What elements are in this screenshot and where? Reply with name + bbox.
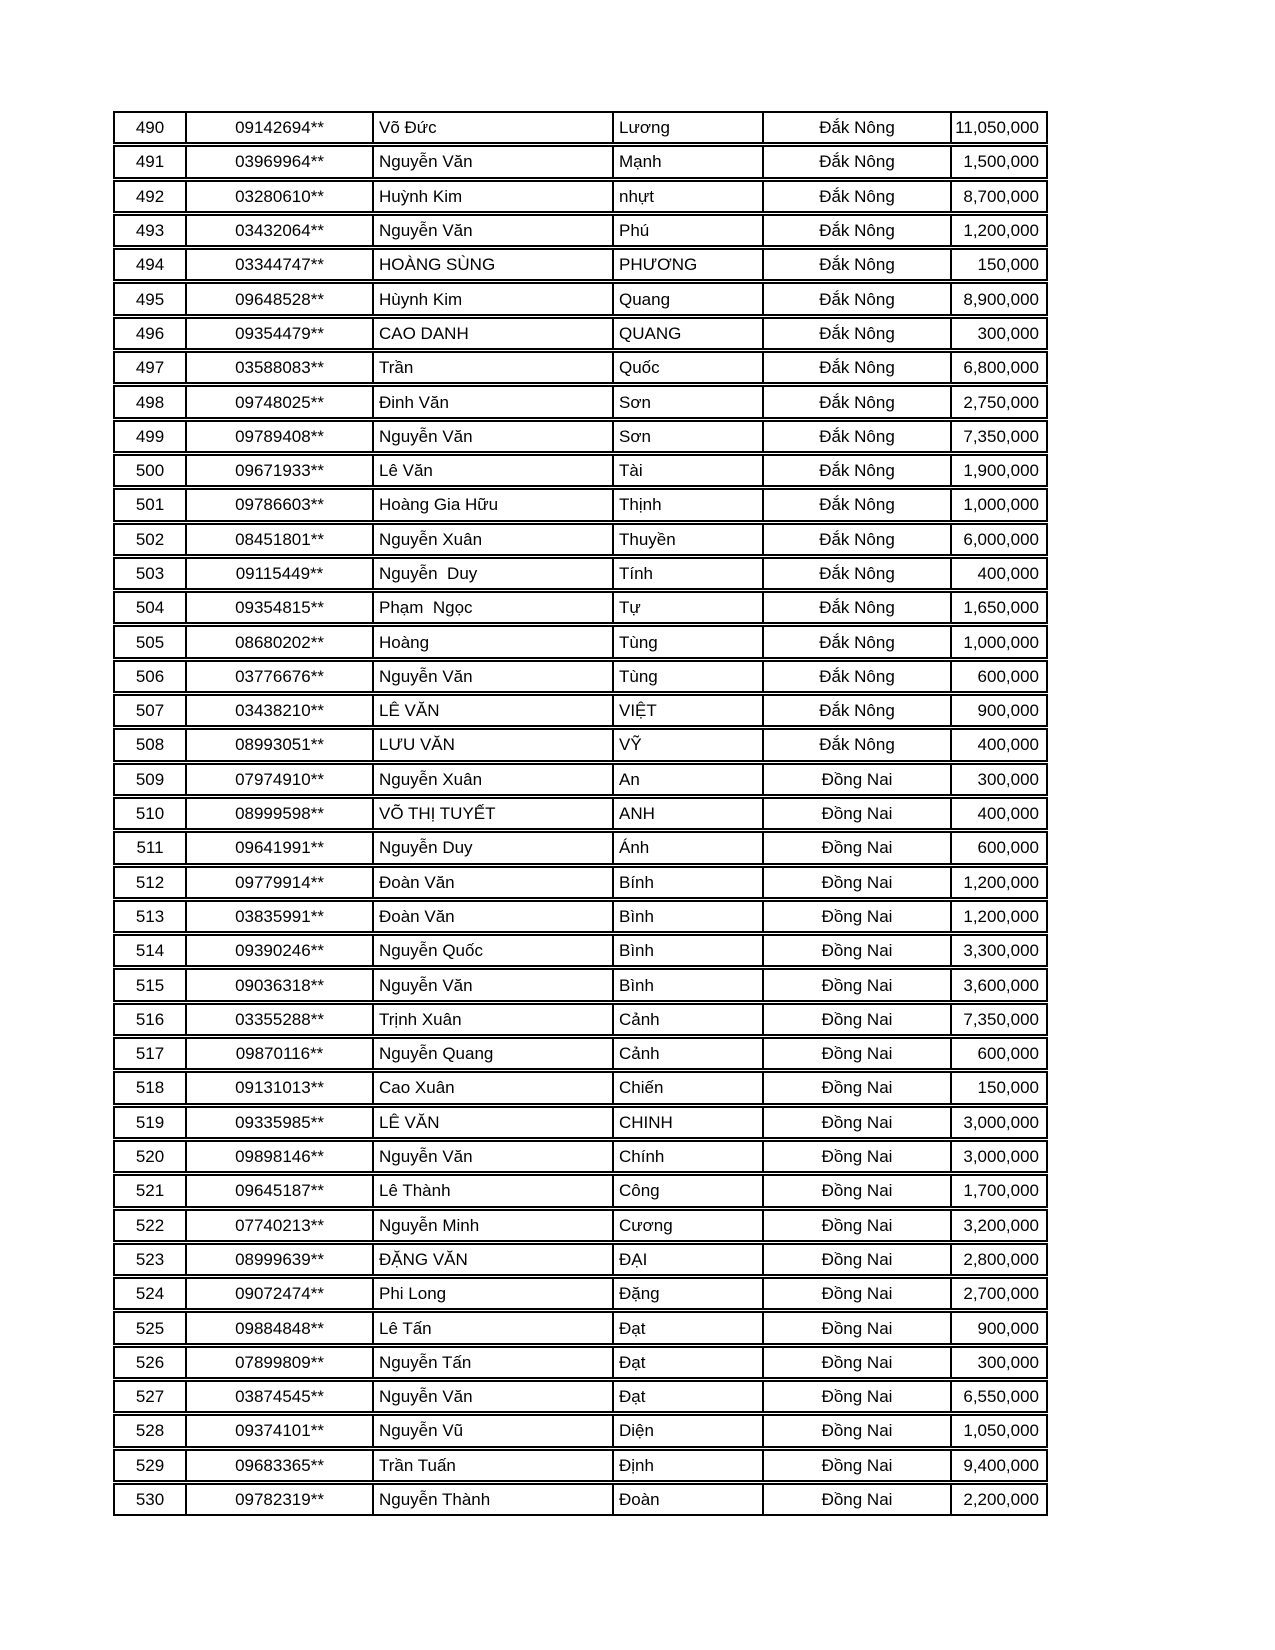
province-cell: Đồng Nai <box>762 765 950 794</box>
masked-phone-cell: 09335985** <box>185 1108 372 1137</box>
amount-cell: 6,000,000 <box>950 525 1046 554</box>
province-cell: Đắk Nông <box>762 559 950 588</box>
last-name-cell: Tự <box>612 593 762 622</box>
first-middle-name-cell: Nguyễn Minh <box>372 1211 612 1240</box>
amount-cell: 1,000,000 <box>950 627 1046 656</box>
row-number-cell: 522 <box>135 1215 165 1235</box>
first-middle-name-cell: Nguyễn Quang <box>372 1039 612 1068</box>
amount-cell: 2,800,000 <box>950 1245 1046 1274</box>
province-cell: Đồng Nai <box>762 936 950 965</box>
table-row <box>113 317 1048 350</box>
first-middle-name-cell: Đoàn Văn <box>372 868 612 897</box>
province-cell: Đắk Nông <box>762 525 950 554</box>
first-middle-name-cell: Nguyễn Thành <box>372 1485 612 1514</box>
amount-cell: 2,750,000 <box>950 387 1046 416</box>
table-row <box>113 454 1048 487</box>
table-row <box>113 1037 1048 1070</box>
amount-cell: 1,200,000 <box>950 216 1046 245</box>
row-number-cell: 523 <box>135 1249 165 1269</box>
province-cell: Đắk Nông <box>762 627 950 656</box>
province-cell: Đắk Nông <box>762 662 950 691</box>
table-row <box>113 1311 1048 1344</box>
province-cell: Đắk Nông <box>762 250 950 279</box>
row-number-cell: 519 <box>135 1112 165 1132</box>
last-name-cell: Sơn <box>612 387 762 416</box>
row-number-cell: 497 <box>135 358 165 378</box>
province-cell: Đồng Nai <box>762 833 950 862</box>
masked-phone-cell: 09072474** <box>185 1279 372 1308</box>
province-cell: Đắk Nông <box>762 422 950 451</box>
province-cell: Đồng Nai <box>762 1039 950 1068</box>
last-name-cell: Đặng <box>612 1279 762 1308</box>
masked-phone-cell: 09115449** <box>185 559 372 588</box>
first-middle-name-cell: LƯU VĂN <box>372 730 612 759</box>
row-number-cell: 508 <box>135 735 165 755</box>
last-name-cell: CHINH <box>612 1108 762 1137</box>
masked-phone-cell: 09142694** <box>185 113 372 142</box>
first-middle-name-cell: Cao Xuân <box>372 1073 612 1102</box>
last-name-cell: Đạt <box>612 1313 762 1342</box>
last-name-cell: Tài <box>612 456 762 485</box>
first-middle-name-cell: Lê Văn <box>372 456 612 485</box>
amount-cell: 300,000 <box>950 765 1046 794</box>
province-cell: Đồng Nai <box>762 1348 950 1377</box>
amount-cell: 7,350,000 <box>950 1005 1046 1034</box>
amount-cell: 11,050,000 <box>950 113 1046 142</box>
last-name-cell: Bình <box>612 970 762 999</box>
amount-cell: 1,200,000 <box>950 868 1046 897</box>
province-cell: Đắk Nông <box>762 387 950 416</box>
row-number-cell: 498 <box>135 392 165 412</box>
province-cell: Đồng Nai <box>762 1451 950 1480</box>
last-name-cell: Cảnh <box>612 1005 762 1034</box>
first-middle-name-cell: Nguyễn Xuân <box>372 765 612 794</box>
amount-cell: 1,700,000 <box>950 1176 1046 1205</box>
table-row <box>113 625 1048 658</box>
amount-cell: 3,000,000 <box>950 1142 1046 1171</box>
masked-phone-cell: 09374101** <box>185 1416 372 1445</box>
first-middle-name-cell: Hùynh Kim <box>372 284 612 313</box>
first-middle-name-cell: Lê Thành <box>372 1176 612 1205</box>
masked-phone-cell: 09645187** <box>185 1176 372 1205</box>
last-name-cell: Thịnh <box>612 490 762 519</box>
masked-phone-cell: 03344747** <box>185 250 372 279</box>
last-name-cell: Cương <box>612 1211 762 1240</box>
masked-phone-cell: 08999598** <box>185 799 372 828</box>
last-name-cell: An <box>612 765 762 794</box>
amount-cell: 1,500,000 <box>950 147 1046 176</box>
table-row <box>113 523 1048 556</box>
last-name-cell: Tính <box>612 559 762 588</box>
last-name-cell: VIỆT <box>612 696 762 725</box>
last-name-cell: QUANG <box>612 319 762 348</box>
masked-phone-cell: 09786603** <box>185 490 372 519</box>
last-name-cell: Thuyền <box>612 525 762 554</box>
row-number-cell: 496 <box>135 323 165 343</box>
last-name-cell: nhựt <box>612 182 762 211</box>
masked-phone-cell: 03835991** <box>185 902 372 931</box>
table-row <box>113 1449 1048 1482</box>
first-middle-name-cell: Lê Tấn <box>372 1313 612 1342</box>
province-cell: Đồng Nai <box>762 1073 950 1102</box>
amount-cell: 3,200,000 <box>950 1211 1046 1240</box>
last-name-cell: Tùng <box>612 662 762 691</box>
row-number-cell: 493 <box>135 221 165 241</box>
table-row <box>113 728 1048 761</box>
table-row <box>113 111 1048 144</box>
amount-cell: 3,300,000 <box>950 936 1046 965</box>
table-row <box>113 934 1048 967</box>
table-row <box>113 660 1048 693</box>
first-middle-name-cell: Trịnh Xuân <box>372 1005 612 1034</box>
amount-cell: 300,000 <box>950 1348 1046 1377</box>
row-number-cell: 492 <box>135 186 165 206</box>
province-cell: Đồng Nai <box>762 1108 950 1137</box>
first-middle-name-cell: Phạm Ngọc <box>372 593 612 622</box>
last-name-cell: Bình <box>612 902 762 931</box>
first-middle-name-cell: Nguyễn Văn <box>372 970 612 999</box>
first-middle-name-cell: Huỳnh Kim <box>372 182 612 211</box>
province-cell: Đồng Nai <box>762 1382 950 1411</box>
masked-phone-cell: 09748025** <box>185 387 372 416</box>
masked-phone-cell: 09898146** <box>185 1142 372 1171</box>
province-cell: Đắk Nông <box>762 353 950 382</box>
first-middle-name-cell: Nguyễn Duy <box>372 833 612 862</box>
table-row <box>113 1209 1048 1242</box>
masked-phone-cell: 07899809** <box>185 1348 372 1377</box>
amount-cell: 300,000 <box>950 319 1046 348</box>
row-number-cell: 509 <box>135 769 165 789</box>
masked-phone-cell: 09648528** <box>185 284 372 313</box>
last-name-cell: Quang <box>612 284 762 313</box>
province-cell: Đồng Nai <box>762 1279 950 1308</box>
table-row <box>113 1106 1048 1139</box>
table-row <box>113 385 1048 418</box>
last-name-cell: Bình <box>612 936 762 965</box>
masked-phone-cell: 09131013** <box>185 1073 372 1102</box>
amount-cell: 400,000 <box>950 559 1046 588</box>
table-row <box>113 248 1048 281</box>
row-number-cell: 506 <box>135 666 165 686</box>
last-name-cell: PHƯƠNG <box>612 250 762 279</box>
last-name-cell: Đạt <box>612 1382 762 1411</box>
last-name-cell: Ánh <box>612 833 762 862</box>
province-cell: Đồng Nai <box>762 1142 950 1171</box>
row-number-cell: 505 <box>135 632 165 652</box>
first-middle-name-cell: Nguyễn Văn <box>372 147 612 176</box>
first-middle-name-cell: Phi Long <box>372 1279 612 1308</box>
first-middle-name-cell: Nguyễn Tấn <box>372 1348 612 1377</box>
row-number-cell: 501 <box>135 495 165 515</box>
first-middle-name-cell: Nguyễn Quốc <box>372 936 612 965</box>
amount-cell: 3,600,000 <box>950 970 1046 999</box>
province-cell: Đồng Nai <box>762 1245 950 1274</box>
table-row <box>113 282 1048 315</box>
first-middle-name-cell: LÊ VĂN <box>372 1108 612 1137</box>
masked-phone-cell: 08680202** <box>185 627 372 656</box>
row-number-cell: 490 <box>135 118 165 138</box>
table-row <box>113 1140 1048 1173</box>
masked-phone-cell: 09683365** <box>185 1451 372 1480</box>
masked-phone-cell: 08999639** <box>185 1245 372 1274</box>
amount-cell: 8,700,000 <box>950 182 1046 211</box>
table-row <box>113 1243 1048 1276</box>
province-cell: Đồng Nai <box>762 1485 950 1514</box>
row-number-cell: 502 <box>135 529 165 549</box>
row-number-cell: 524 <box>135 1284 165 1304</box>
last-name-cell: Lương <box>612 113 762 142</box>
masked-phone-cell: 09390246** <box>185 936 372 965</box>
masked-phone-cell: 03588083** <box>185 353 372 382</box>
table-row <box>113 488 1048 521</box>
first-middle-name-cell: Đinh Văn <box>372 387 612 416</box>
province-cell: Đồng Nai <box>762 1313 950 1342</box>
province-cell: Đắk Nông <box>762 284 950 313</box>
last-name-cell: ANH <box>612 799 762 828</box>
province-cell: Đồng Nai <box>762 902 950 931</box>
masked-phone-cell: 03280610** <box>185 182 372 211</box>
amount-cell: 6,800,000 <box>950 353 1046 382</box>
row-number-cell: 520 <box>135 1147 165 1167</box>
table-row <box>113 1071 1048 1104</box>
first-middle-name-cell: Nguyễn Văn <box>372 422 612 451</box>
province-cell: Đắk Nông <box>762 730 950 759</box>
province-cell: Đồng Nai <box>762 1211 950 1240</box>
amount-cell: 1,200,000 <box>950 902 1046 931</box>
province-cell: Đồng Nai <box>762 1005 950 1034</box>
masked-phone-cell: 08993051** <box>185 730 372 759</box>
table-row <box>113 797 1048 830</box>
row-number-cell: 529 <box>135 1455 165 1475</box>
last-name-cell: Đạt <box>612 1348 762 1377</box>
table-row <box>113 866 1048 899</box>
donor-list-table <box>113 111 1048 1517</box>
last-name-cell: Diện <box>612 1416 762 1445</box>
row-number-cell: 500 <box>135 461 165 481</box>
first-middle-name-cell: Nguyễn Văn <box>372 1382 612 1411</box>
last-name-cell: Định <box>612 1451 762 1480</box>
masked-phone-cell: 07974910** <box>185 765 372 794</box>
row-number-cell: 513 <box>135 906 165 926</box>
masked-phone-cell: 07740213** <box>185 1211 372 1240</box>
first-middle-name-cell: Nguyễn Xuân <box>372 525 612 554</box>
table-row <box>113 1277 1048 1310</box>
masked-phone-cell: 09354479** <box>185 319 372 348</box>
amount-cell: 400,000 <box>950 730 1046 759</box>
amount-cell: 600,000 <box>950 662 1046 691</box>
masked-phone-cell: 03874545** <box>185 1382 372 1411</box>
table-row <box>113 831 1048 864</box>
table-row <box>113 1003 1048 1036</box>
row-number-cell: 515 <box>135 975 165 995</box>
last-name-cell: Bính <box>612 868 762 897</box>
table-row <box>113 763 1048 796</box>
row-number-cell: 510 <box>135 804 165 824</box>
masked-phone-cell: 09870116** <box>185 1039 372 1068</box>
first-middle-name-cell: HOÀNG SÙNG <box>372 250 612 279</box>
amount-cell: 900,000 <box>950 696 1046 725</box>
first-middle-name-cell: Trần Tuấn <box>372 1451 612 1480</box>
row-number-cell: 507 <box>135 701 165 721</box>
first-middle-name-cell: VÕ THỊ TUYẾT <box>372 799 612 828</box>
amount-cell: 3,000,000 <box>950 1108 1046 1137</box>
row-number-cell: 514 <box>135 941 165 961</box>
table-row <box>113 1380 1048 1413</box>
amount-cell: 1,650,000 <box>950 593 1046 622</box>
row-number-cell: 527 <box>135 1387 165 1407</box>
amount-cell: 600,000 <box>950 1039 1046 1068</box>
province-cell: Đồng Nai <box>762 868 950 897</box>
masked-phone-cell: 09789408** <box>185 422 372 451</box>
masked-phone-cell: 09782319** <box>185 1485 372 1514</box>
masked-phone-cell: 09884848** <box>185 1313 372 1342</box>
province-cell: Đắk Nông <box>762 216 950 245</box>
row-number-cell: 495 <box>135 289 165 309</box>
masked-phone-cell: 03776676** <box>185 662 372 691</box>
row-number-cell: 491 <box>135 152 165 172</box>
masked-phone-cell: 09671933** <box>185 456 372 485</box>
first-middle-name-cell: LÊ VĂN <box>372 696 612 725</box>
table-row <box>113 420 1048 453</box>
last-name-cell: Cảnh <box>612 1039 762 1068</box>
province-cell: Đắk Nông <box>762 696 950 725</box>
last-name-cell: Mạnh <box>612 147 762 176</box>
table-row <box>113 1414 1048 1447</box>
row-number-cell: 518 <box>135 1078 165 1098</box>
table-row <box>113 900 1048 933</box>
amount-cell: 1,050,000 <box>950 1416 1046 1445</box>
first-middle-name-cell: Đoàn Văn <box>372 902 612 931</box>
first-middle-name-cell: ĐẶNG VĂN <box>372 1245 612 1274</box>
table-row <box>113 591 1048 624</box>
masked-phone-cell: 09354815** <box>185 593 372 622</box>
amount-cell: 6,550,000 <box>950 1382 1046 1411</box>
amount-cell: 7,350,000 <box>950 422 1046 451</box>
last-name-cell: Đoàn <box>612 1485 762 1514</box>
amount-cell: 8,900,000 <box>950 284 1046 313</box>
masked-phone-cell: 03969964** <box>185 147 372 176</box>
masked-phone-cell: 09641991** <box>185 833 372 862</box>
row-number-cell: 499 <box>135 426 165 446</box>
province-cell: Đắk Nông <box>762 456 950 485</box>
first-middle-name-cell: Nguyễn Duy <box>372 559 612 588</box>
row-number-cell: 526 <box>135 1352 165 1372</box>
amount-cell: 2,700,000 <box>950 1279 1046 1308</box>
masked-phone-cell: 08451801** <box>185 525 372 554</box>
first-middle-name-cell: Hoàng <box>372 627 612 656</box>
first-middle-name-cell: Nguyễn Vũ <box>372 1416 612 1445</box>
province-cell: Đồng Nai <box>762 799 950 828</box>
province-cell: Đồng Nai <box>762 1176 950 1205</box>
amount-cell: 1,000,000 <box>950 490 1046 519</box>
province-cell: Đắk Nông <box>762 593 950 622</box>
last-name-cell: Sơn <box>612 422 762 451</box>
last-name-cell: Tùng <box>612 627 762 656</box>
masked-phone-cell: 03432064** <box>185 216 372 245</box>
amount-cell: 600,000 <box>950 833 1046 862</box>
amount-cell: 400,000 <box>950 799 1046 828</box>
table-row <box>113 694 1048 727</box>
table-row <box>113 145 1048 178</box>
table-row <box>113 968 1048 1001</box>
masked-phone-cell: 03438210** <box>185 696 372 725</box>
row-number-cell: 504 <box>135 598 165 618</box>
first-middle-name-cell: Nguyễn Văn <box>372 216 612 245</box>
province-cell: Đắk Nông <box>762 490 950 519</box>
table-row <box>113 1174 1048 1207</box>
table-row <box>113 214 1048 247</box>
row-number-cell: 530 <box>135 1490 165 1510</box>
first-middle-name-cell: Nguyễn Văn <box>372 1142 612 1171</box>
row-number-cell: 503 <box>135 564 165 583</box>
province-cell: Đắk Nông <box>762 113 950 142</box>
province-cell: Đồng Nai <box>762 970 950 999</box>
row-number-cell: 511 <box>136 838 164 858</box>
last-name-cell: Quốc <box>612 353 762 382</box>
amount-cell: 2,200,000 <box>950 1485 1046 1514</box>
table-row <box>113 1483 1048 1516</box>
last-name-cell: ĐẠI <box>612 1245 762 1274</box>
row-number-cell: 516 <box>135 1009 165 1029</box>
masked-phone-cell: 09036318** <box>185 970 372 999</box>
table-row <box>113 180 1048 213</box>
last-name-cell: Phú <box>612 216 762 245</box>
first-middle-name-cell: Trần <box>372 353 612 382</box>
row-number-cell: 521 <box>135 1181 165 1201</box>
province-cell: Đắk Nông <box>762 147 950 176</box>
row-number-cell: 528 <box>135 1421 165 1441</box>
masked-phone-cell: 09779914** <box>185 868 372 897</box>
row-number-cell: 525 <box>135 1318 165 1338</box>
amount-cell: 150,000 <box>950 1073 1046 1102</box>
province-cell: Đồng Nai <box>762 1416 950 1445</box>
last-name-cell: Chiến <box>612 1073 762 1102</box>
amount-cell: 1,900,000 <box>950 456 1046 485</box>
row-number-cell: 512 <box>135 872 165 892</box>
amount-cell: 900,000 <box>950 1313 1046 1342</box>
last-name-cell: Chính <box>612 1142 762 1171</box>
amount-cell: 150,000 <box>950 250 1046 279</box>
table-row <box>113 351 1048 384</box>
last-name-cell: Công <box>612 1176 762 1205</box>
table-row <box>113 557 1048 590</box>
province-cell: Đắk Nông <box>762 319 950 348</box>
first-middle-name-cell: Võ Đức <box>372 113 612 142</box>
table-row <box>113 1346 1048 1379</box>
first-middle-name-cell: CAO DANH <box>372 319 612 348</box>
amount-cell: 9,400,000 <box>950 1451 1046 1480</box>
first-middle-name-cell: Hoàng Gia Hữu <box>372 490 612 519</box>
row-number-cell: 517 <box>135 1044 165 1064</box>
province-cell: Đắk Nông <box>762 182 950 211</box>
row-number-cell: 494 <box>135 255 165 275</box>
last-name-cell: VỸ <box>612 730 762 759</box>
masked-phone-cell: 03355288** <box>185 1005 372 1034</box>
first-middle-name-cell: Nguyễn Văn <box>372 662 612 691</box>
